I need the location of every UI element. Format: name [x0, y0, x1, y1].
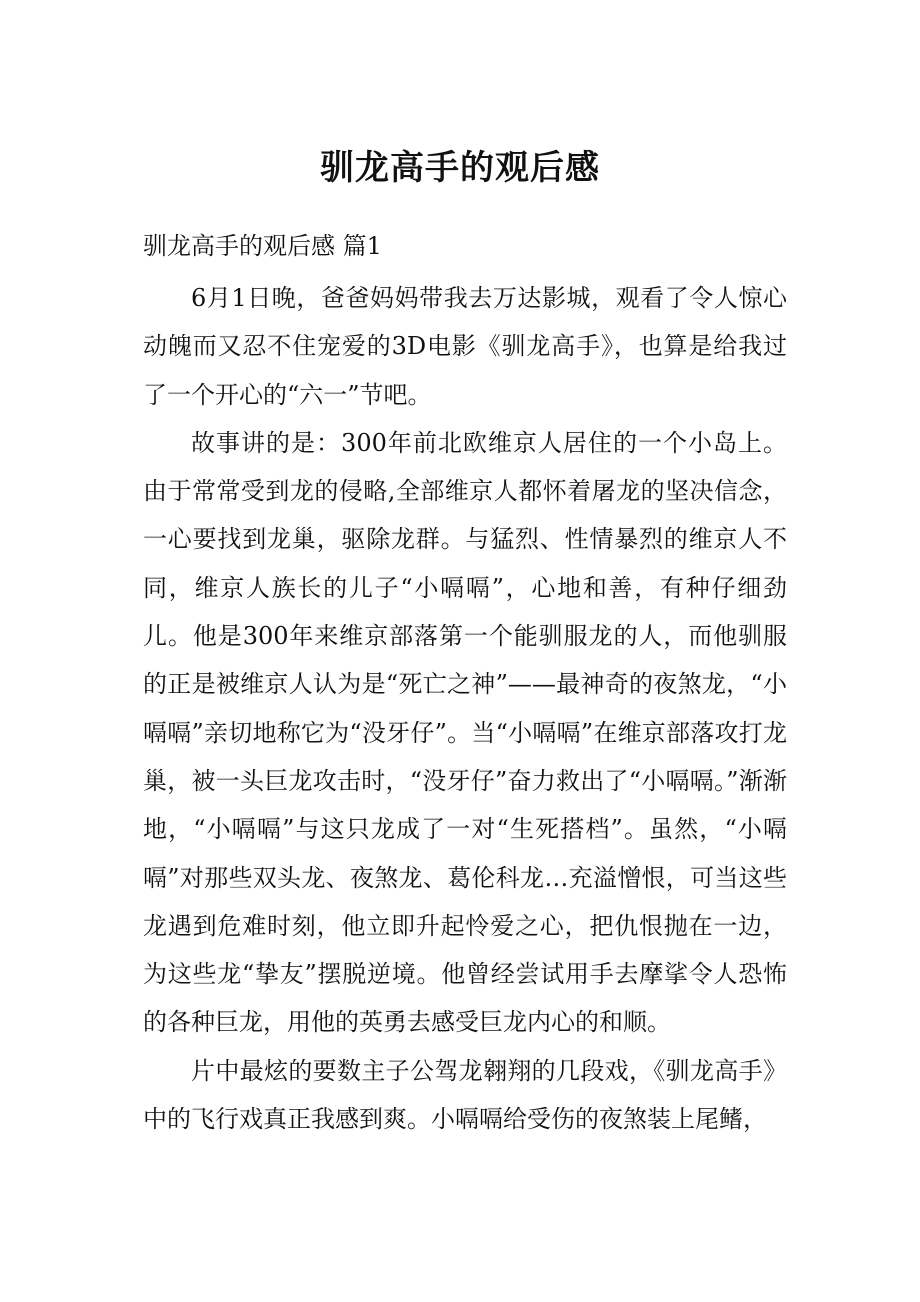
- paragraph-2: 故事讲的是：300年前北欧维京人居住的一个小岛上。由于常常受到龙的侵略,全部维京人都怀着屠龙的坚决信念，一心要找到龙巢，驱除龙群。与猛烈、性情暴烈的维京人不同，维京人族长的儿子“小嗝嗝”，心地和善，有种仔细劲儿。他是300年来维京部落第一个能驯服龙的人，而他驯服的正是被维京人认为是“死亡之神”——最神奇的夜煞龙，“小嗝嗝”亲切地称它为“没牙仔”。当“小嗝嗝”在维京部落攻打龙巢，被一头巨龙攻击时，“没牙仔”奋力救出了“小嗝嗝。”渐渐地，“小嗝嗝”与这只龙成了一对“生死搭档”。虽然，“小嗝嗝”对那些双头龙、夜煞龙、葛伦科龙…充溢憎恨，可当这些龙遇到危难时刻，他立即升起怜爱之心，把仇恨抛在一边，为这些龙“挚友”摆脱逆境。他曾经尝试用手去摩挲令人恐怖的各种巨龙，用他的英勇去感受巨龙内心的和顺。: [143, 428, 787, 1037]
- paragraph-1: 6月1日晚，爸爸妈妈带我去万达影城，观看了令人惊心动魄而又忍不住宠爱的3D电影《驯龙高手》，也算是给我过了一个开心的“六一”节吧。: [143, 284, 787, 409]
- section-heading: 驯龙高手的观后感 篇1: [143, 232, 382, 260]
- document-body: [143, 274, 787, 1143]
- document-title: 驯龙高手的观后感: [320, 148, 600, 188]
- paragraph-3: 片中最炫的要数主子公驾龙翱翔的几段戏，《驯龙高手》中的飞行戏真正我感到爽。小嗝嗝给受伤的夜煞装上尾鳍，: [143, 1056, 787, 1134]
